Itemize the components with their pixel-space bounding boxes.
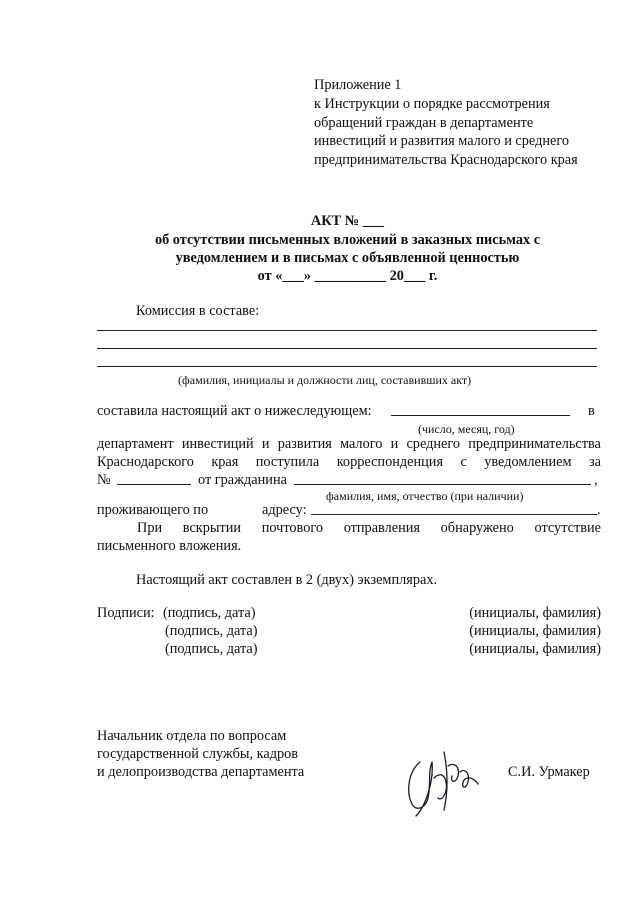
signature-placeholder: (подпись, дата) bbox=[165, 641, 258, 657]
initials-placeholder: (инициалы, фамилия) bbox=[469, 641, 601, 657]
signatures-label: Подписи: bbox=[97, 605, 155, 621]
composed-text: составила настоящий акт о нижеследующем: bbox=[97, 403, 372, 419]
act-subtitle-line: уведомлением и в письмах с объявленной ценностью bbox=[175, 250, 520, 266]
copies-text: Настоящий акт составлен в 2 (двух) экземплярах. bbox=[136, 572, 438, 588]
name-hint: фамилия, имя, отчество (при наличии) bbox=[326, 489, 524, 503]
signature-placeholder: (подпись, дата) bbox=[165, 623, 258, 639]
commission-hint: (фамилия, инициалы и должности лиц, составивших акт) bbox=[178, 373, 472, 387]
commission-line bbox=[97, 330, 597, 331]
commission-label: Комиссия в составе: bbox=[136, 303, 260, 319]
appendix-line: Приложение 1 bbox=[314, 77, 402, 93]
date-hint: (число, месяц, год) bbox=[418, 422, 515, 436]
footer-position-line: государственной службы, кадров bbox=[97, 746, 299, 762]
residing-label: проживающего по bbox=[97, 502, 209, 518]
handwritten-signature bbox=[398, 732, 488, 822]
citizen-name-blank bbox=[294, 484, 591, 485]
composed-suffix: в bbox=[588, 403, 595, 419]
opening-line-2: письменного вложения. bbox=[97, 538, 242, 554]
opening-line: При вскрытии почтового отправления обнаружено отсутствие bbox=[137, 520, 601, 536]
act-subtitle-line: об отсутствии письменных вложений в заказных письмах с bbox=[154, 232, 541, 248]
signer-name: С.И. Урмакер bbox=[508, 764, 590, 780]
initials-placeholder: (инициалы, фамилия) bbox=[469, 605, 601, 621]
initials-placeholder: (инициалы, фамилия) bbox=[469, 623, 601, 639]
period: . bbox=[597, 502, 601, 518]
commission-line bbox=[97, 348, 597, 349]
appendix-block bbox=[314, 76, 614, 170]
region-line: Краснодарского края поступила корреспонденция с уведомлением за bbox=[97, 454, 601, 470]
comma: , bbox=[594, 472, 598, 488]
signature-placeholder: (подпись, дата) bbox=[163, 605, 256, 621]
address-label: адресу: bbox=[262, 502, 307, 518]
from-citizen-label: от гражданина bbox=[198, 472, 287, 488]
date-blank bbox=[391, 415, 570, 416]
number-sign: № bbox=[97, 472, 111, 488]
appendix-line: обращений граждан в департаменте bbox=[314, 114, 534, 131]
appendix-line: предпринимательства Краснодарского края bbox=[314, 152, 578, 169]
act-title: АКТ № ___ bbox=[310, 213, 385, 229]
footer-position-line: Начальник отдела по вопросам bbox=[97, 728, 287, 744]
appendix-line: инвестиций и развития малого и среднего bbox=[314, 133, 569, 150]
commission-line bbox=[97, 366, 597, 367]
appendix-line: к Инструкции о порядке рассмотрения bbox=[314, 95, 550, 112]
address-blank bbox=[311, 514, 597, 515]
department-line: департамент инвестиций и развития малого и среднего предпринимательства bbox=[97, 436, 601, 452]
number-blank bbox=[117, 484, 191, 485]
footer-position-line: и делопроизводства департамента bbox=[97, 764, 305, 780]
act-date-line: от «___» __________ 20___ г. bbox=[257, 268, 438, 284]
